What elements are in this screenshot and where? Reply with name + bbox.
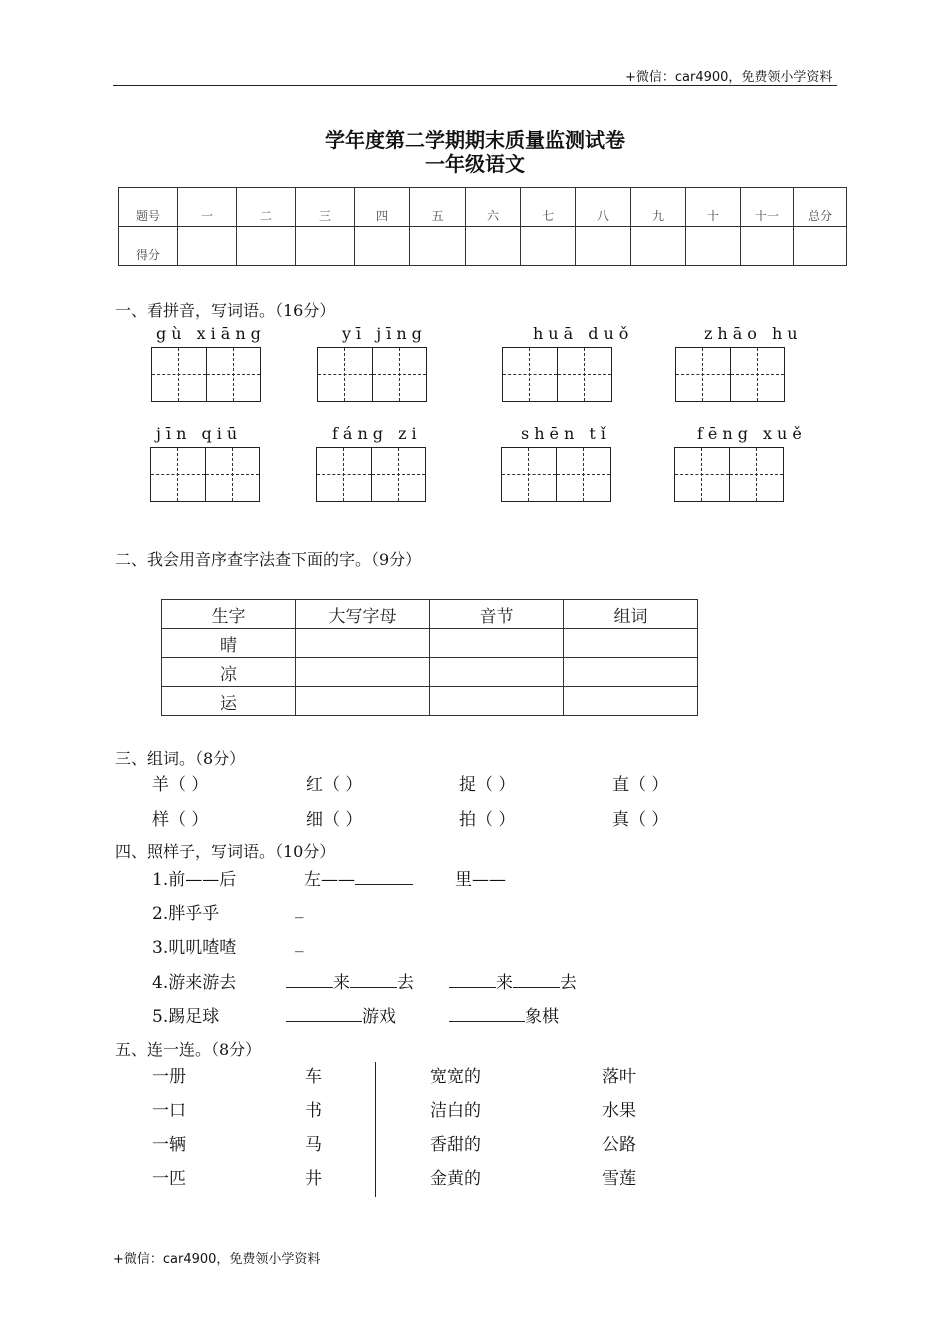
- blank[interactable]: _: [295, 899, 304, 919]
- word-item[interactable]: 真（ ）: [612, 810, 669, 830]
- lookup-char: 晴: [162, 629, 296, 658]
- lookup-table: [161, 599, 698, 716]
- blank[interactable]: [449, 971, 496, 988]
- writing-grid[interactable]: [150, 447, 260, 502]
- score-cell[interactable]: [410, 227, 466, 266]
- score-cell[interactable]: [466, 227, 521, 266]
- blank[interactable]: [513, 971, 560, 988]
- pinyin: yī jīng: [342, 324, 427, 343]
- score-col: 十: [686, 188, 741, 227]
- match-item[interactable]: 公路: [602, 1135, 636, 1155]
- score-col: 七: [521, 188, 576, 227]
- score-col: 一: [178, 188, 237, 227]
- score-col: 三: [296, 188, 355, 227]
- fill-word: 来: [496, 973, 513, 993]
- word-item[interactable]: 样（ ）: [152, 810, 209, 830]
- score-cell[interactable]: [576, 227, 631, 266]
- answer-cell[interactable]: [430, 687, 564, 716]
- writing-grid[interactable]: [151, 347, 261, 402]
- score-col: 十一: [741, 188, 794, 227]
- score-cell[interactable]: [237, 227, 296, 266]
- match-item[interactable]: 香甜的: [430, 1135, 481, 1155]
- writing-grid[interactable]: [316, 447, 426, 502]
- page-subtitle: 一年级语文: [425, 152, 525, 176]
- answer-cell[interactable]: [430, 629, 564, 658]
- lookup-header: 大写字母: [296, 600, 430, 629]
- blank[interactable]: [449, 1005, 525, 1022]
- answer-cell[interactable]: [296, 658, 430, 687]
- score-col: 二: [237, 188, 296, 227]
- score-cell[interactable]: [741, 227, 794, 266]
- section4-heading: 四、照样子，写词语。（10分）: [115, 842, 336, 861]
- section3-heading: 三、组词。（8分）: [115, 749, 246, 768]
- score-cell[interactable]: [178, 227, 237, 266]
- example-item: 3.叽叽喳喳: [152, 938, 237, 958]
- score-row-label: 题号: [119, 188, 178, 227]
- fill-word: 象棋: [525, 1007, 559, 1027]
- match-item[interactable]: 一册: [152, 1067, 186, 1087]
- fill-word: 来: [333, 973, 350, 993]
- pinyin: zhāo hu: [704, 324, 803, 343]
- fill-item[interactable]: [304, 865, 413, 890]
- fill-word: 去: [397, 973, 414, 993]
- match-item[interactable]: 一口: [152, 1101, 186, 1121]
- writing-grid[interactable]: [675, 347, 785, 402]
- answer-cell[interactable]: [296, 687, 430, 716]
- score-cell[interactable]: [794, 227, 847, 266]
- fill-item[interactable]: [449, 1002, 559, 1027]
- match-item[interactable]: 雪莲: [602, 1169, 636, 1189]
- blank[interactable]: _: [295, 933, 304, 953]
- answer-cell[interactable]: [564, 629, 698, 658]
- score-row-label: 得分: [119, 227, 178, 266]
- page-title: 学年度第二学期期末质量监测试卷: [325, 128, 625, 152]
- score-col: 总分: [794, 188, 847, 227]
- word-item[interactable]: 细（ ）: [306, 810, 363, 830]
- score-cell[interactable]: [686, 227, 741, 266]
- pinyin: fáng zi: [332, 424, 422, 443]
- answer-cell[interactable]: [564, 658, 698, 687]
- section2-heading: 二、我会用音序查字法查下面的字。（9分）: [115, 550, 422, 569]
- footer-note: +微信：car4900，免费领小学资料: [113, 1252, 321, 1267]
- score-cell[interactable]: [521, 227, 576, 266]
- lookup-header: 生字: [162, 600, 296, 629]
- word-item[interactable]: 羊（ ）: [152, 775, 209, 795]
- writing-grid[interactable]: [317, 347, 427, 402]
- match-item[interactable]: 水果: [602, 1101, 636, 1121]
- writing-grid[interactable]: [501, 447, 611, 502]
- divider: [375, 1062, 376, 1197]
- section1-heading: 一、看拼音，写词语。（16分）: [115, 301, 336, 320]
- lookup-header: 音节: [430, 600, 564, 629]
- writing-grid[interactable]: [502, 347, 612, 402]
- fill-item[interactable]: [449, 968, 577, 993]
- blank[interactable]: [355, 868, 413, 885]
- match-item[interactable]: 金黄的: [430, 1169, 481, 1189]
- word-item[interactable]: 直（ ）: [612, 775, 669, 795]
- answer-cell[interactable]: [564, 687, 698, 716]
- fill-item[interactable]: [286, 1002, 396, 1027]
- match-item[interactable]: 落叶: [602, 1067, 636, 1087]
- pinyin: gù xiāng: [156, 324, 266, 343]
- score-cell[interactable]: [631, 227, 686, 266]
- match-item[interactable]: 书: [305, 1101, 322, 1121]
- match-item[interactable]: 一辆: [152, 1135, 186, 1155]
- word-item[interactable]: 红（ ）: [306, 775, 363, 795]
- score-col: 六: [466, 188, 521, 227]
- header-rule: [113, 85, 837, 86]
- score-cell[interactable]: [355, 227, 410, 266]
- match-item[interactable]: 井: [305, 1169, 322, 1189]
- pinyin: shēn tǐ: [521, 424, 611, 443]
- match-item[interactable]: 洁白的: [430, 1101, 481, 1121]
- fill-item[interactable]: 里——: [455, 870, 506, 890]
- score-col: 五: [410, 188, 466, 227]
- score-col: 九: [631, 188, 686, 227]
- score-table: [118, 187, 847, 266]
- section5-heading: 五、连一连。（8分）: [115, 1040, 262, 1059]
- fill-word: 去: [560, 973, 577, 993]
- score-col: 八: [576, 188, 631, 227]
- example-item: 2.胖乎乎: [152, 904, 220, 924]
- writing-grid[interactable]: [674, 447, 784, 502]
- lookup-char: 凉: [162, 658, 296, 687]
- lookup-header: 组词: [564, 600, 698, 629]
- fill-prefix: 左——: [304, 870, 355, 890]
- blank[interactable]: [286, 971, 333, 988]
- example-item: 4.游来游去: [152, 973, 237, 993]
- match-item[interactable]: 宽宽的: [430, 1067, 481, 1087]
- fill-word: 游戏: [362, 1007, 396, 1027]
- answer-cell[interactable]: [296, 629, 430, 658]
- score-col: 四: [355, 188, 410, 227]
- lookup-char: 运: [162, 687, 296, 716]
- match-item[interactable]: 一匹: [152, 1169, 186, 1189]
- pinyin: jīn qiū: [156, 424, 243, 443]
- fill-item[interactable]: [286, 968, 414, 993]
- match-item[interactable]: 车: [305, 1067, 322, 1087]
- blank[interactable]: [286, 1005, 362, 1022]
- pinyin: huā duǒ: [533, 324, 634, 343]
- answer-cell[interactable]: [430, 658, 564, 687]
- pinyin: fēng xuě: [697, 424, 807, 443]
- score-cell[interactable]: [296, 227, 355, 266]
- example-item: 5.踢足球: [152, 1007, 220, 1027]
- word-item[interactable]: 拍（ ）: [459, 810, 516, 830]
- blank[interactable]: [350, 971, 397, 988]
- example-item: 1.前——后: [152, 870, 237, 890]
- match-item[interactable]: 马: [305, 1135, 322, 1155]
- header-note: +微信：car4900，免费领小学资料: [625, 70, 833, 85]
- word-item[interactable]: 捉（ ）: [459, 775, 516, 795]
